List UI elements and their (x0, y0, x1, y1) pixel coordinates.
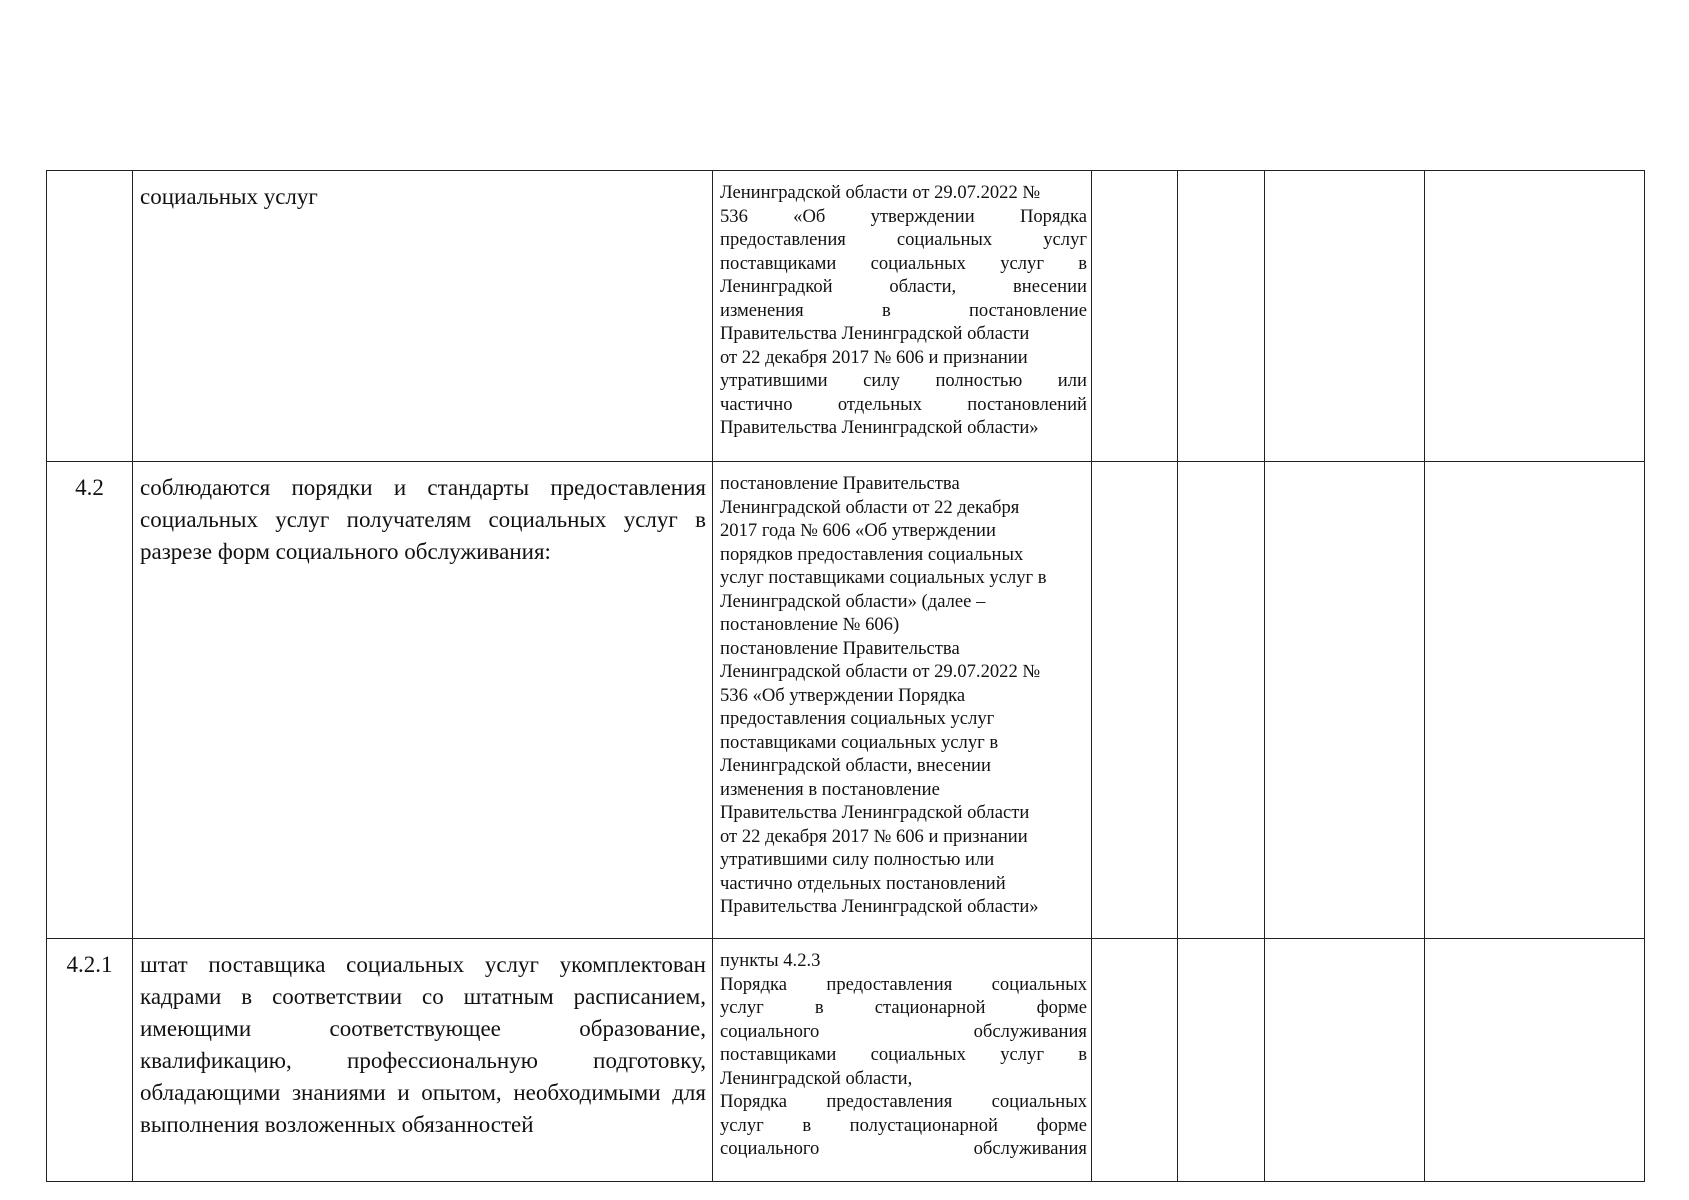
item-number: 4.2.1 (47, 939, 133, 1182)
empty-cell (1425, 462, 1645, 939)
reference-line: Правительства Ленинградской области (720, 323, 1030, 344)
reference-line: 536 «Об утверждении Порядка (720, 205, 1087, 227)
item-number (47, 171, 133, 462)
reference-line: поставщиками социальных услуг в (720, 731, 999, 753)
reference-line: Ленинградской области от 29.07.2022 № (720, 182, 1041, 203)
reference-line: социального обслуживания (720, 1138, 1087, 1159)
empty-cell (1425, 171, 1645, 462)
requirement-text: штат поставщика социальных услуг укомплектован кадрами в соответствии со штатным расписанием, имеющими соответствующее образование, квалификацию, профессиональную подготовку, обладающими знаниями и опытом, необходимыми для выполнения возложенных обязанностей (133, 939, 713, 1182)
table-row (47, 939, 1645, 1182)
reference-line: Ленинградкой области, внесении (720, 276, 1087, 297)
reference-line: предоставления социальных услуг (720, 708, 995, 729)
reference-line: изменения в постановление (720, 778, 940, 800)
empty-cell (1178, 171, 1265, 462)
reference-line: постановление Правительства (720, 637, 960, 659)
reference-line: постановление № 606) (720, 614, 900, 635)
item-number: 4.2 (47, 462, 133, 939)
requirement-text: соблюдаются порядки и стандарты предоставления социальных услуг получателям социальных услуг в разрезе форм социального обслуживания: (133, 462, 713, 939)
reference-line: поставщиками социальных услуг в (720, 1044, 1087, 1065)
inspection-table (46, 170, 1645, 1182)
reference-line: порядков предоставления социальных (720, 543, 1024, 565)
reference-line: Ленинградской области, внесении (720, 755, 991, 776)
reference-line: услуг в стационарной форме (720, 997, 1087, 1018)
empty-cell (1092, 939, 1178, 1182)
reference-line: Правительства Ленинградской области» (720, 417, 1039, 438)
reference-line: частично отдельных постановлений (720, 872, 1006, 894)
empty-cell (1178, 939, 1265, 1182)
reference-line: Порядка предоставления социальных (720, 973, 1087, 995)
reference-line: поставщиками социальных услуг в (720, 252, 1087, 274)
reference-line: Ленинградской области» (далее – (720, 590, 986, 612)
empty-cell (1265, 171, 1425, 462)
legal-reference (713, 939, 1092, 1182)
reference-line: услуг в полустационарной форме (720, 1114, 1087, 1136)
reference-line: социального обслуживания (720, 1020, 1087, 1042)
reference-line: 2017 года № 606 «Об утверждении (720, 520, 996, 541)
reference-line: Правительства Ленинградской области (720, 802, 1030, 823)
reference-line: утратившими силу полностью или (720, 849, 995, 870)
reference-line: услуг поставщиками социальных услуг в (720, 567, 1047, 588)
reference-line: изменения в постановление (720, 299, 1087, 321)
reference-line: постановление Правительства (720, 473, 960, 494)
empty-cell (1265, 462, 1425, 939)
reference-line: пункты 4.2.3 (720, 950, 821, 971)
reference-line: от 22 декабря 2017 № 606 и признании (720, 346, 1028, 368)
table-row (47, 462, 1645, 939)
table-row (47, 171, 1645, 462)
reference-line: утратившими силу полностью или (720, 370, 1087, 391)
reference-line: Правительства Ленинградской области» (720, 896, 1039, 917)
reference-line: частично отдельных постановлений (720, 393, 1087, 415)
empty-cell (1425, 939, 1645, 1182)
empty-cell (1265, 939, 1425, 1182)
reference-line: Ленинградской области, (720, 1067, 913, 1089)
reference-line: Ленинградской области от 29.07.2022 № (720, 661, 1041, 682)
empty-cell (1178, 462, 1265, 939)
reference-line: от 22 декабря 2017 № 606 и признании (720, 825, 1028, 847)
legal-reference (713, 171, 1092, 462)
reference-line: 536 «Об утверждении Порядка (720, 684, 966, 706)
reference-line: предоставления социальных услуг (720, 229, 1087, 250)
empty-cell (1092, 171, 1178, 462)
reference-line: Ленинградской области от 22 декабря (720, 496, 1020, 518)
legal-reference (713, 462, 1092, 939)
empty-cell (1092, 462, 1178, 939)
requirement-text: социальных услуг (133, 171, 713, 462)
reference-line: Порядка предоставления социальных (720, 1091, 1087, 1112)
